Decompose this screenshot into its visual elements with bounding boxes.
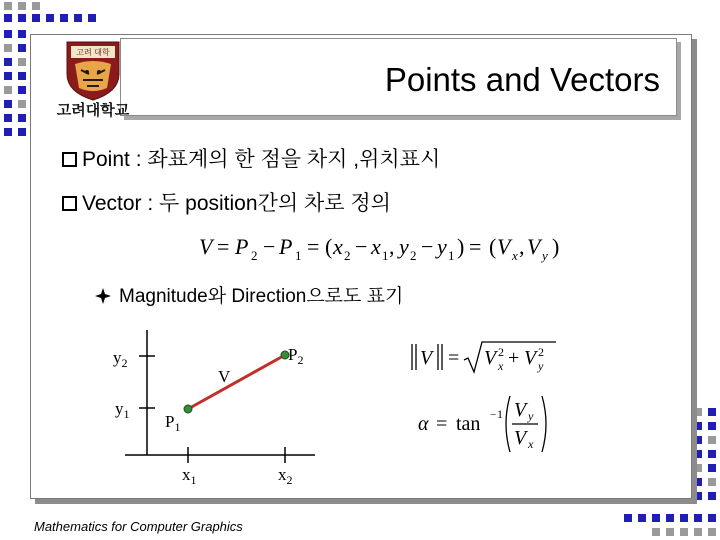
svg-text:+: + [508,347,520,369]
label-y1: y [115,399,124,418]
svg-text:P2 [288,345,303,367]
svg-text:x1 [182,465,197,487]
point-p1 [184,405,192,413]
label-p2: P [288,345,298,364]
footer-text: Mathematics for Computer Graphics [34,519,243,534]
svg-text:(: ( [489,234,497,259]
label-p1: P [165,412,175,431]
svg-text:V: V [514,427,527,449]
sub-bullet [95,281,403,308]
vector-arrow [188,355,285,409]
svg-text:1: 1 [497,407,503,421]
svg-text:): ) [457,234,465,259]
svg-text:2: 2 [410,248,417,263]
label-y1-sub: 1 [123,407,130,421]
svg-text:2: 2 [251,248,258,263]
svg-text:V: V [484,347,497,369]
svg-text:고려대학교: 고려대학교 [56,101,130,118]
university-logo [45,40,141,118]
svg-text:P1 [165,412,180,434]
svg-text:2: 2 [344,248,351,263]
svg-text:V: V [420,347,433,369]
svg-text:y: y [399,234,409,259]
svg-text:): ) [552,234,560,259]
svg-text:−: − [355,234,368,259]
diamond-star-icon [95,288,111,304]
sub-bullet-text: Magnitude와 Direction으로도 표기 [119,286,404,307]
svg-text:x: x [528,437,534,451]
label-x1-sub: 1 [190,473,197,487]
svg-text:1: 1 [448,248,455,263]
svg-text:y1 [115,399,130,421]
svg-text:tan: tan [456,413,481,435]
svg-text:=: = [469,234,482,259]
svg-text:2: 2 [538,345,544,359]
svg-text:y: y [542,248,548,263]
slide-title: Points and Vectors [384,61,660,98]
svg-text:V: V [527,234,541,259]
vector-equation [195,228,595,268]
svg-text:P: P [235,234,249,259]
svg-text:x: x [371,234,381,259]
svg-text:1: 1 [295,248,302,263]
svg-text:x: x [498,359,504,373]
svg-text:=: = [217,234,230,259]
svg-text:y: y [538,359,544,373]
title-box [120,38,677,116]
svg-text:x: x [333,234,343,259]
bullet-point [62,143,440,173]
svg-text:2: 2 [498,345,504,359]
label-y2-sub: 2 [121,356,128,370]
svg-text:1: 1 [382,248,389,263]
svg-text:y: y [437,234,447,259]
svg-text:V: V [514,399,527,421]
svg-text:=: = [436,413,448,435]
svg-text:V: V [524,347,537,369]
hollow-square-icon [62,196,77,211]
svg-text:−: − [421,234,434,259]
svg-text:=: = [448,347,460,369]
label-p1-sub: 1 [174,420,181,434]
svg-text:(: ( [325,234,333,259]
direction-formula [414,392,554,456]
svg-text:x2 [278,465,293,487]
svg-text:α: α [418,413,429,435]
svg-text:P: P [279,234,293,259]
svg-text:,: , [519,234,525,259]
label-x2-sub: 2 [286,473,293,487]
vector-diagram [105,330,335,490]
svg-text:V: V [497,234,511,259]
bullet-vector [62,187,391,217]
magnitude-formula [408,336,568,382]
svg-text:y2 [113,348,128,370]
svg-text:−: − [263,234,276,259]
svg-text:x: x [512,248,518,263]
label-y2: y [113,348,122,367]
svg-text:,: , [389,234,395,259]
svg-text:−: − [490,409,497,421]
label-v: V [218,367,231,386]
svg-text:고려 대학: 고려 대학 [76,48,110,57]
label-x2: x [278,465,287,484]
label-p2-sub: 2 [297,353,304,367]
bullet-vector-text: Vector : 두 position간의 차로 정의 [82,192,391,215]
svg-text:V: V [199,234,213,259]
svg-text:=: = [307,234,320,259]
svg-text:y: y [528,409,534,423]
bullet-point-text: Point : 좌표계의 한 점을 차지 ,위치표시 [82,148,441,171]
hollow-square-icon [62,152,77,167]
label-x1: x [182,465,191,484]
